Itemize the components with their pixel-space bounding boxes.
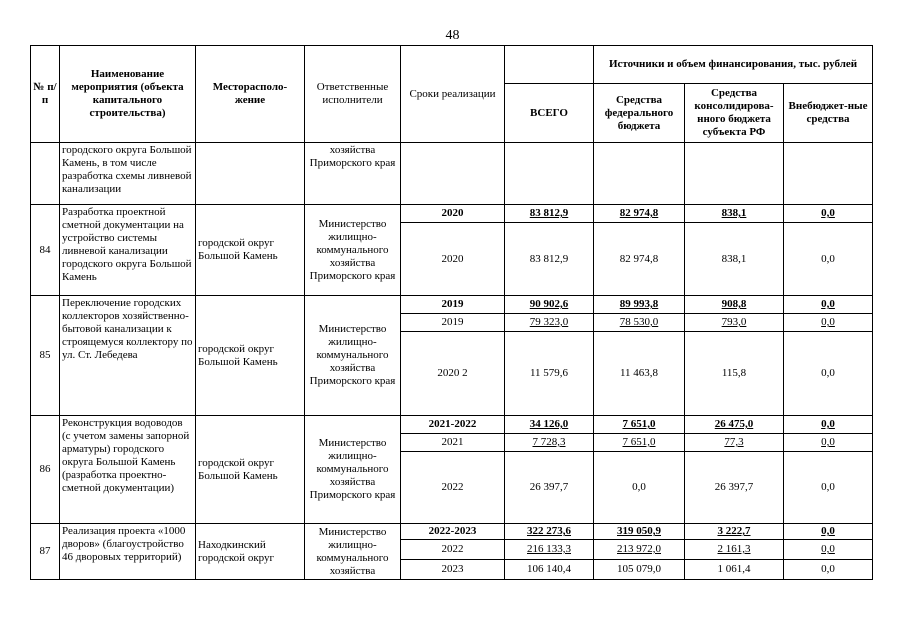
row-total: 83 812,9 xyxy=(505,223,594,296)
row-term: 2022 xyxy=(401,452,505,524)
row-location: городской округ Большой Камень xyxy=(196,296,305,416)
row-location: городской округ Большой Камень xyxy=(196,205,305,296)
row-federal: 7 651,0 xyxy=(594,434,685,452)
row-extra: 0,0 xyxy=(784,314,873,332)
row-term: 2021-2022 xyxy=(401,416,505,434)
row-federal: 82 974,8 xyxy=(594,205,685,223)
row-term: 2023 xyxy=(401,560,505,580)
row-extra: 0,0 xyxy=(784,223,873,296)
row-federal: 7 651,0 xyxy=(594,416,685,434)
row-regional: 26 475,0 xyxy=(685,416,784,434)
row-total: 11 579,6 xyxy=(505,332,594,416)
table-body xyxy=(31,143,873,580)
row-total-empty xyxy=(505,143,594,205)
row-extra: 0,0 xyxy=(784,540,873,560)
row-term: 2020 xyxy=(401,223,505,296)
row-extra: 0,0 xyxy=(784,452,873,524)
row-executor: Министерство жилищно-коммунального хозяйства Приморского края xyxy=(305,296,401,416)
row-total: 7 728,3 xyxy=(505,434,594,452)
row-number: 85 xyxy=(31,296,60,416)
header-terms: Сроки реализации xyxy=(401,46,505,143)
row-executor: Министерство жилищно-коммунального хозяйства xyxy=(305,524,401,580)
row-total: 79 323,0 xyxy=(505,314,594,332)
row-name: Разработка проектной сметной документации на устройство системы ливневой канализации городского округа Большой Камень xyxy=(60,205,196,296)
row-regional: 3 222,7 xyxy=(685,524,784,540)
row-total: 90 902,6 xyxy=(505,296,594,314)
row-location: Находкинский городской округ xyxy=(196,524,305,580)
table-row xyxy=(31,416,873,434)
row-extra: 0,0 xyxy=(784,205,873,223)
row-term: 2019 xyxy=(401,314,505,332)
header-extra: Внебюджет-ные средства xyxy=(784,84,873,143)
header-sources: Источники и объем финансирования, тыс. рублей xyxy=(594,46,873,84)
row-regional: 793,0 xyxy=(685,314,784,332)
row-total: 322 273,6 xyxy=(505,524,594,540)
header-location: Месторасполо-жение xyxy=(196,46,305,143)
row-number: 86 xyxy=(31,416,60,524)
row-term: 2020 2 xyxy=(401,332,505,416)
table-row xyxy=(31,524,873,540)
row-federal: 0,0 xyxy=(594,452,685,524)
header-total: ВСЕГО xyxy=(505,84,594,143)
header-executors: Ответственные исполнители xyxy=(305,46,401,143)
header-name: Наименование мероприятия (объекта капитального строительства) xyxy=(60,46,196,143)
row-total: 34 126,0 xyxy=(505,416,594,434)
row-number xyxy=(31,143,60,205)
row-term: 2022 xyxy=(401,540,505,560)
row-regional: 115,8 xyxy=(685,332,784,416)
row-regional: 908,8 xyxy=(685,296,784,314)
financing-table xyxy=(30,45,873,580)
row-federal: 89 993,8 xyxy=(594,296,685,314)
row-regional-empty xyxy=(685,143,784,205)
row-regional: 838,1 xyxy=(685,223,784,296)
row-extra: 0,0 xyxy=(784,296,873,314)
row-federal: 319 050,9 xyxy=(594,524,685,540)
row-federal: 78 530,0 xyxy=(594,314,685,332)
row-number: 84 xyxy=(31,205,60,296)
row-name: городского округа Большой Камень, в том числе разработка схемы ливневой канализации xyxy=(60,143,196,205)
row-regional: 838,1 xyxy=(685,205,784,223)
row-executor: Министерство жилищно-коммунального хозяйства Приморского края xyxy=(305,416,401,524)
row-regional: 26 397,7 xyxy=(685,452,784,524)
header-empty xyxy=(505,46,594,84)
row-extra: 0,0 xyxy=(784,416,873,434)
row-name: Реконструкция водоводов (с учетом замены запорной арматуры) городского округа Большой Камень (разработка проектно-сметной документации) xyxy=(60,416,196,524)
row-term-empty xyxy=(401,143,505,205)
row-federal: 11 463,8 xyxy=(594,332,685,416)
row-extra: 0,0 xyxy=(784,524,873,540)
row-federal: 82 974,8 xyxy=(594,223,685,296)
row-term: 2022-2023 xyxy=(401,524,505,540)
header-regional: Средства консолидирова-нного бюджета субъекта РФ xyxy=(685,84,784,143)
row-total: 106 140,4 xyxy=(505,560,594,580)
header-num: № п/п xyxy=(31,46,60,143)
row-term: 2021 xyxy=(401,434,505,452)
row-executor: хозяйства Приморского края xyxy=(305,143,401,205)
row-number: 87 xyxy=(31,524,60,580)
row-location: городской округ Большой Камень xyxy=(196,416,305,524)
row-federal: 105 079,0 xyxy=(594,560,685,580)
row-term: 2019 xyxy=(401,296,505,314)
row-federal: 213 972,0 xyxy=(594,540,685,560)
row-total: 26 397,7 xyxy=(505,452,594,524)
row-location xyxy=(196,143,305,205)
row-regional: 1 061,4 xyxy=(685,560,784,580)
row-regional: 2 161,3 xyxy=(685,540,784,560)
table-row xyxy=(31,296,873,314)
header-federal: Средства федерального бюджета xyxy=(594,84,685,143)
row-federal-empty xyxy=(594,143,685,205)
row-extra: 0,0 xyxy=(784,332,873,416)
row-term: 2020 xyxy=(401,205,505,223)
row-extra-empty xyxy=(784,143,873,205)
row-name: Переключение городских коллекторов хозяйственно-бытовой канализации к строящемуся коллектору по ул. Ст. Лебедева xyxy=(60,296,196,416)
row-executor: Министерство жилищно-коммунального хозяйства Приморского края xyxy=(305,205,401,296)
row-name: Реализация проекта «1000 дворов» (благоустройство 46 дворовых территорий) xyxy=(60,524,196,580)
row-extra: 0,0 xyxy=(784,434,873,452)
row-regional: 77,3 xyxy=(685,434,784,452)
row-total: 216 133,3 xyxy=(505,540,594,560)
page-number: 48 xyxy=(445,28,460,43)
table-row xyxy=(31,143,873,205)
table-row xyxy=(31,205,873,223)
row-total: 83 812,9 xyxy=(505,205,594,223)
row-extra: 0,0 xyxy=(784,560,873,580)
